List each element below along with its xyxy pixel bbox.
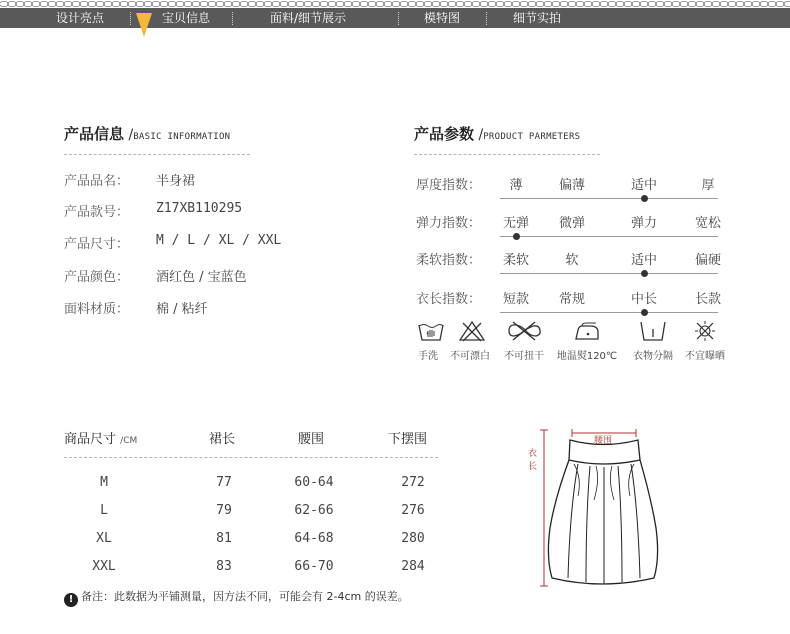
care-label-wash-separately: 衣物分隔 xyxy=(633,351,673,362)
nav-divider xyxy=(130,12,131,25)
param-option: 适中 xyxy=(630,253,658,268)
table-cell-hem: 280 xyxy=(401,531,425,546)
param-option: 柔软 xyxy=(502,253,530,268)
nav-divider xyxy=(486,12,487,25)
info-value-name: 半身裙 xyxy=(156,174,196,189)
param-option: 长款 xyxy=(694,292,722,307)
param-option: 短款 xyxy=(502,292,530,307)
param-selected-dot xyxy=(641,195,648,202)
param-selected-dot xyxy=(641,309,648,316)
param-option: 中长 xyxy=(630,292,658,307)
hand-wash-icon xyxy=(416,320,446,342)
info-value-size: M / L / XL / XXL xyxy=(156,233,282,248)
nav-item-product-info[interactable]: 宝贝信息 xyxy=(162,11,211,25)
table-cell-waist: 64-68 xyxy=(294,531,334,546)
nav-item-design-highlights[interactable]: 设计亮点 xyxy=(56,11,105,25)
table-cell-length: 81 xyxy=(216,531,232,546)
param-option: 常规 xyxy=(558,292,586,307)
no-sun-dry-icon xyxy=(690,320,720,342)
parameters-heading: 产品参数 /PRODUCT PARMETERS xyxy=(414,125,581,143)
table-cell-hem: 272 xyxy=(401,475,425,490)
param-label-thickness: 厚度指数： xyxy=(416,178,482,193)
basic-info-heading: 产品信息 /BASIC INFORMATION xyxy=(64,125,231,143)
table-cell-size: XXL xyxy=(92,559,116,574)
table-cell-waist: 60-64 xyxy=(294,475,334,490)
param-option: 薄 xyxy=(509,178,523,193)
table-cell-size: L xyxy=(100,503,108,518)
skirt-drawing xyxy=(512,418,672,590)
length-label: 衣长 xyxy=(528,449,538,472)
param-scale-line xyxy=(500,198,718,199)
care-label-no-sun-dry: 不宜曝晒 xyxy=(685,351,725,362)
divider xyxy=(64,457,438,458)
param-scale-line xyxy=(500,236,718,237)
nav-item-fabric-details[interactable]: 面料/细节展示 xyxy=(270,11,347,25)
param-option: 偏硬 xyxy=(694,253,722,268)
info-value-color: 酒红色 / 宝蓝色 xyxy=(156,270,247,285)
param-label-softness: 柔软指数： xyxy=(416,253,482,268)
info-label-style-number: 产品款号： xyxy=(64,205,130,220)
top-navigation xyxy=(0,8,790,28)
param-scale-line xyxy=(500,312,718,313)
param-option: 宽松 xyxy=(694,216,722,231)
care-label-low-iron: 地温熨120℃ xyxy=(556,351,618,362)
info-label-material: 面料材质： xyxy=(64,302,130,317)
nav-item-model-photos[interactable]: 模特图 xyxy=(424,11,461,25)
hem-header: 下摆围 xyxy=(388,432,428,447)
measurement-note xyxy=(64,588,409,607)
param-option: 微弹 xyxy=(558,216,586,231)
param-option: 偏薄 xyxy=(558,178,586,193)
table-cell-size: XL xyxy=(96,531,112,546)
info-label-color: 产品颜色： xyxy=(64,270,130,285)
divider xyxy=(64,154,250,155)
care-label-no-wring: 不可扭干 xyxy=(504,351,544,362)
size-unit: /CM xyxy=(120,436,138,446)
table-cell-hem: 276 xyxy=(401,503,425,518)
parameters-title-en: PRODUCT PARMETERS xyxy=(483,132,581,142)
wash-separately-icon xyxy=(638,320,668,342)
param-option: 适中 xyxy=(630,178,658,193)
param-option: 无弹 xyxy=(502,216,530,231)
param-selected-dot xyxy=(641,270,648,277)
info-value-style-number: Z17XB110295 xyxy=(156,201,243,216)
param-option: 软 xyxy=(565,253,579,268)
skirt-diagram xyxy=(512,418,672,594)
active-nav-marker xyxy=(136,13,152,37)
param-selected-dot xyxy=(513,233,520,240)
nav-divider xyxy=(232,12,233,25)
waist-label: 腰围 xyxy=(594,436,613,446)
top-decoration xyxy=(0,0,790,8)
length-header: 裙长 xyxy=(209,432,236,447)
param-option: 弹力 xyxy=(630,216,658,231)
info-value-material: 棉 / 粘纤 xyxy=(156,302,208,317)
table-cell-length: 83 xyxy=(216,559,232,574)
table-cell-size: M xyxy=(100,475,108,490)
size-header-label: 商品尺寸 xyxy=(64,432,117,447)
divider xyxy=(414,154,600,155)
param-label-elasticity: 弹力指数： xyxy=(416,216,482,231)
care-label-hand-wash: 手洗 xyxy=(418,351,438,362)
note-text: 备注：此数据为平铺测量，因方法不同，可能会有 2-4cm 的误差。 xyxy=(81,590,409,603)
size-table-header xyxy=(64,428,137,447)
param-option: 厚 xyxy=(701,178,715,193)
info-label-name: 产品品名： xyxy=(64,174,130,189)
nav-divider xyxy=(398,12,399,25)
basic-info-title-en: BASIC INFORMATION xyxy=(133,132,231,142)
parameters-title: 产品参数 xyxy=(414,125,475,143)
table-cell-length: 77 xyxy=(216,475,232,490)
param-scale-line xyxy=(500,273,718,274)
table-cell-waist: 66-70 xyxy=(294,559,334,574)
care-label-no-bleach: 不可漂白 xyxy=(450,351,490,362)
nav-item-detail-photos[interactable]: 细节实拍 xyxy=(513,11,562,25)
info-label-size: 产品尺寸： xyxy=(64,237,130,252)
table-cell-length: 79 xyxy=(216,503,232,518)
no-wring-icon xyxy=(504,320,544,342)
no-bleach-icon xyxy=(457,320,487,342)
table-cell-hem: 284 xyxy=(401,559,425,574)
param-label-length: 衣长指数： xyxy=(416,292,482,307)
table-cell-waist: 62-66 xyxy=(294,503,334,518)
exclamation-icon: ! xyxy=(64,593,78,607)
basic-info-title: 产品信息 xyxy=(64,125,125,143)
waist-header: 腰围 xyxy=(298,432,325,447)
low-iron-icon xyxy=(572,320,602,342)
